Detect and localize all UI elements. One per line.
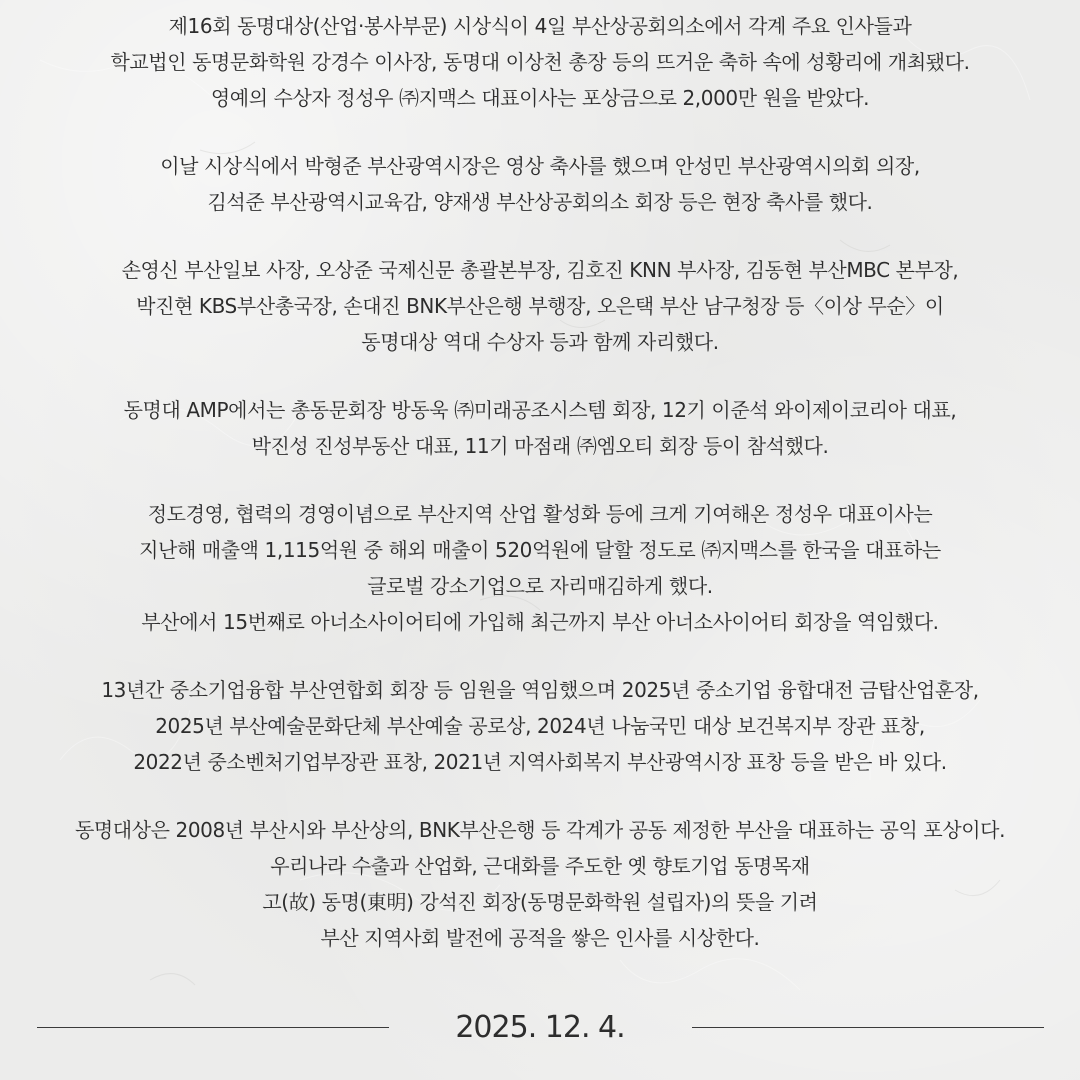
paragraph-7 bbox=[0, 812, 1080, 956]
text-line: 동명대상 역대 수상자 등과 함께 자리했다. bbox=[361, 330, 719, 354]
text-line: 박진성 진성부동산 대표, 11기 마점래 ㈜엠오티 회장 등이 참석했다. bbox=[251, 434, 829, 458]
text-line: 지난해 매출액 1,115억원 중 해외 매출이 520억원에 달할 정도로 ㈜지맥스를 한국을 대표하는 bbox=[139, 538, 941, 562]
paragraph-3 bbox=[0, 252, 1080, 360]
text-line: 정도경영, 협력의 경영이념으로 부산지역 산업 활성화 등에 크게 기여해온 정성우 대표이사는 bbox=[147, 502, 933, 526]
text-line: 김석준 부산광역시교육감, 양재생 부산상공회의소 회장 등은 현장 축사를 했다. bbox=[207, 190, 873, 214]
paragraph-5 bbox=[0, 496, 1080, 640]
date-footer bbox=[0, 1003, 1080, 1053]
text-line: 부산에서 15번째로 아너소사이어티에 가입해 최근까지 부산 아너소사이어티 회장을 역임했다. bbox=[141, 610, 939, 634]
article-body bbox=[0, 8, 1080, 988]
text-line: 글로벌 강소기업으로 자리매김하게 했다. bbox=[367, 574, 713, 598]
text-line: 박진현 KBS부산총국장, 손대진 BNK부산은행 부행장, 오은택 부산 남구청장 등〈이상 무순〉이 bbox=[136, 294, 944, 318]
text-line: 우리나라 수출과 산업화, 근대화를 주도한 옛 향토기업 동명목재 bbox=[270, 854, 810, 878]
text-line: 동명대상은 2008년 부산시와 부산상의, BNK부산은행 등 각계가 공동 제정한 부산을 대표하는 공익 포상이다. bbox=[74, 818, 1006, 842]
paragraph-6 bbox=[0, 672, 1080, 780]
paragraph-4 bbox=[0, 392, 1080, 464]
paragraph-2 bbox=[0, 148, 1080, 220]
text-line: 13년간 중소기업융합 부산연합회 회장 등 임원을 역임했으며 2025년 중소기업 융합대전 금탑산업훈장, bbox=[101, 678, 979, 702]
text-line: 고(故) 동명(東明) 강석진 회장(동명문화학원 설립자)의 뜻을 기려 bbox=[262, 890, 818, 914]
text-line: 제16회 동명대상(산업·봉사부문) 시상식이 4일 부산상공회의소에서 각계 주요 인사들과 bbox=[168, 14, 912, 38]
right-divider bbox=[692, 1027, 1044, 1028]
text-line: 부산 지역사회 발전에 공적을 쌓은 인사를 시상한다. bbox=[320, 926, 760, 950]
paragraph-1 bbox=[0, 8, 1080, 116]
text-line: 학교법인 동명문화학원 강경수 이사장, 동명대 이상천 총장 등의 뜨거운 축하 속에 성황리에 개최됐다. bbox=[110, 50, 970, 74]
text-line: 영예의 수상자 정성우 ㈜지맥스 대표이사는 포상금으로 2,000만 원을 받았다. bbox=[210, 86, 870, 110]
text-line: 이날 시상식에서 박형준 부산광역시장은 영상 축사를 했으며 안성민 부산광역시의회 의장, bbox=[160, 154, 920, 178]
text-line: 2025년 부산예술문화단체 부산예술 공로상, 2024년 나눔국민 대상 보건복지부 장관 표창, bbox=[155, 714, 925, 738]
text-line: 2022년 중소벤처기업부장관 표창, 2021년 지역사회복지 부산광역시장 표창 등을 받은 바 있다. bbox=[133, 750, 947, 774]
date-label: 2025. 12. 4. bbox=[455, 1010, 625, 1045]
text-line: 손영신 부산일보 사장, 오상준 국제신문 총괄본부장, 김호진 KNN 부사장, 김동현 부산MBC 본부장, bbox=[121, 258, 959, 282]
text-line: 동명대 AMP에서는 총동문회장 방동욱 ㈜미래공조시스템 회장, 12기 이준석 와이제이코리아 대표, bbox=[123, 398, 957, 422]
